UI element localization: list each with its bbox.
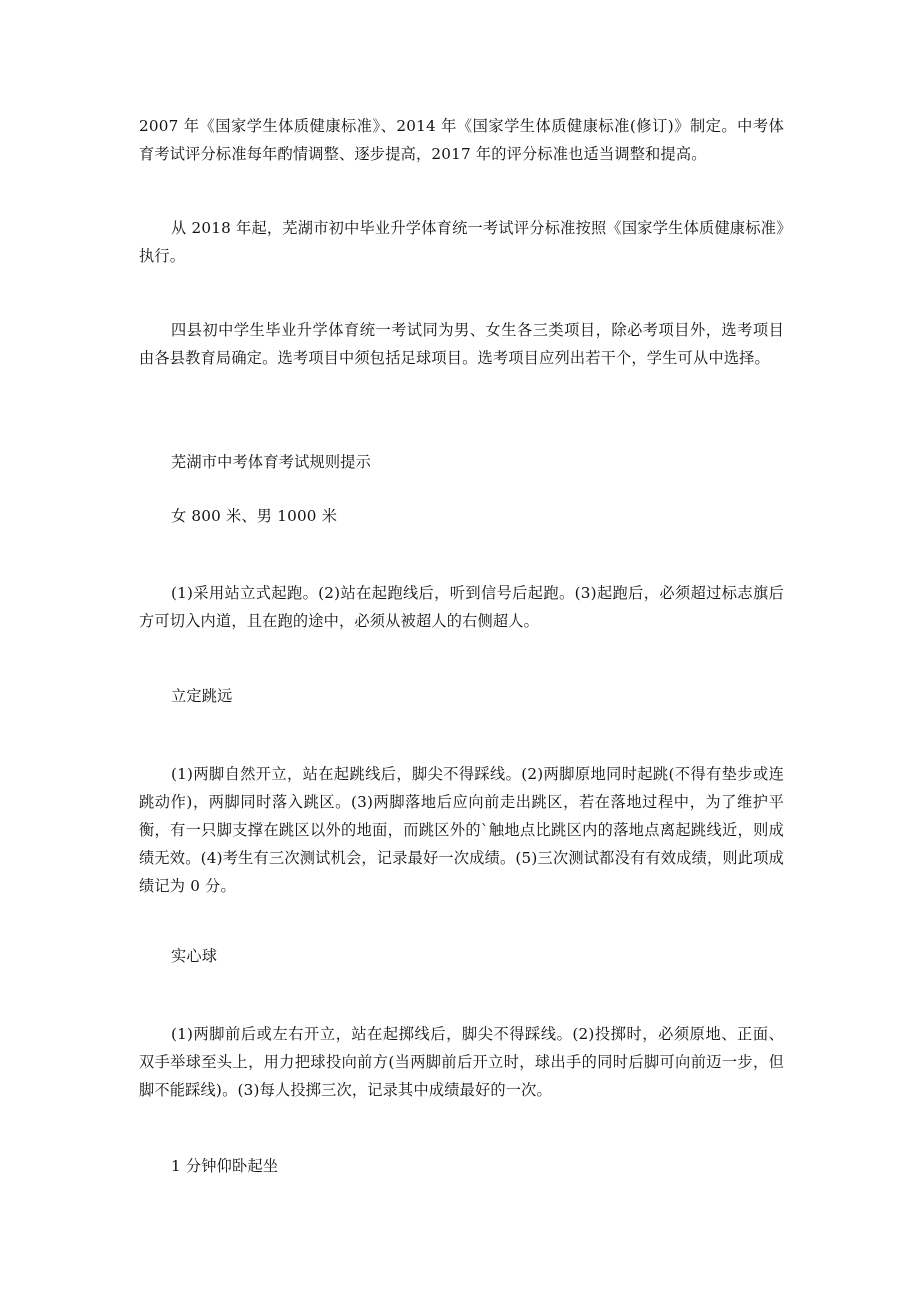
heading-exam-rules: 芜湖市中考体育考试规则提示	[171, 453, 372, 471]
paragraph-long-jump-rules: (1)两脚自然开立，站在起跳线后，脚尖不得踩线。(2)两脚原地同时起跳(不得有垫步或连跳动作)，两脚同时落入跳区。(3)两脚落地后应向前走出跳区，若在落地过程中，为了维护平衡，有一只脚支撑在跳区以外的地面，而跳区外的`触地点比跳区内的落地点离起跳线近，则成绩无效。(4)考生有三次测试机会，记录最好一次成绩。(5)三次测试都没有有效成绩，则此项成绩记为 0 分。	[139, 765, 784, 895]
heading-running: 女 800 米、男 1000 米	[171, 507, 338, 525]
heading-sit-ups: 1 分钟仰卧起坐	[171, 1157, 279, 1175]
paragraph-2018-standard: 从 2018 年起，芜湖市初中毕业升学体育统一考试评分标准按照《国家学生体质健康标准》执行。	[139, 219, 784, 265]
paragraph-county-exam: 四县初中学生毕业升学体育统一考试同为男、女生各三类项目，除必考项目外，选考项目由各县教育局确定。选考项目中须包括足球项目。选考项目应列出若干个，学生可从中选择。	[139, 321, 784, 367]
paragraph-standards-history: 2007 年《国家学生体质健康标准》、2014 年《国家学生体质健康标准(修订)》制定。中考体育考试评分标准每年酌情调整、逐步提高，2017 年的评分标准也适当调整和提高。	[139, 117, 784, 163]
paragraph-medicine-ball-rules: (1)两脚前后或左右开立，站在起掷线后，脚尖不得踩线。(2)投掷时，必须原地、正面、双手举球至头上，用力把球投向前方(当两脚前后开立时，球出手的同时后脚可向前迈一步，但脚不能踩线)。(3)每人投掷三次，记录其中成绩最好的一次。	[139, 1025, 784, 1099]
paragraph-running-rules: (1)采用站立式起跑。(2)站在起跑线后，听到信号后起跑。(3)起跑后，必须超过标志旗后方可切入内道，且在跑的途中，必须从被超人的右侧超人。	[139, 584, 784, 630]
heading-medicine-ball: 实心球	[171, 947, 218, 965]
heading-standing-long-jump: 立定跳远	[171, 687, 233, 705]
